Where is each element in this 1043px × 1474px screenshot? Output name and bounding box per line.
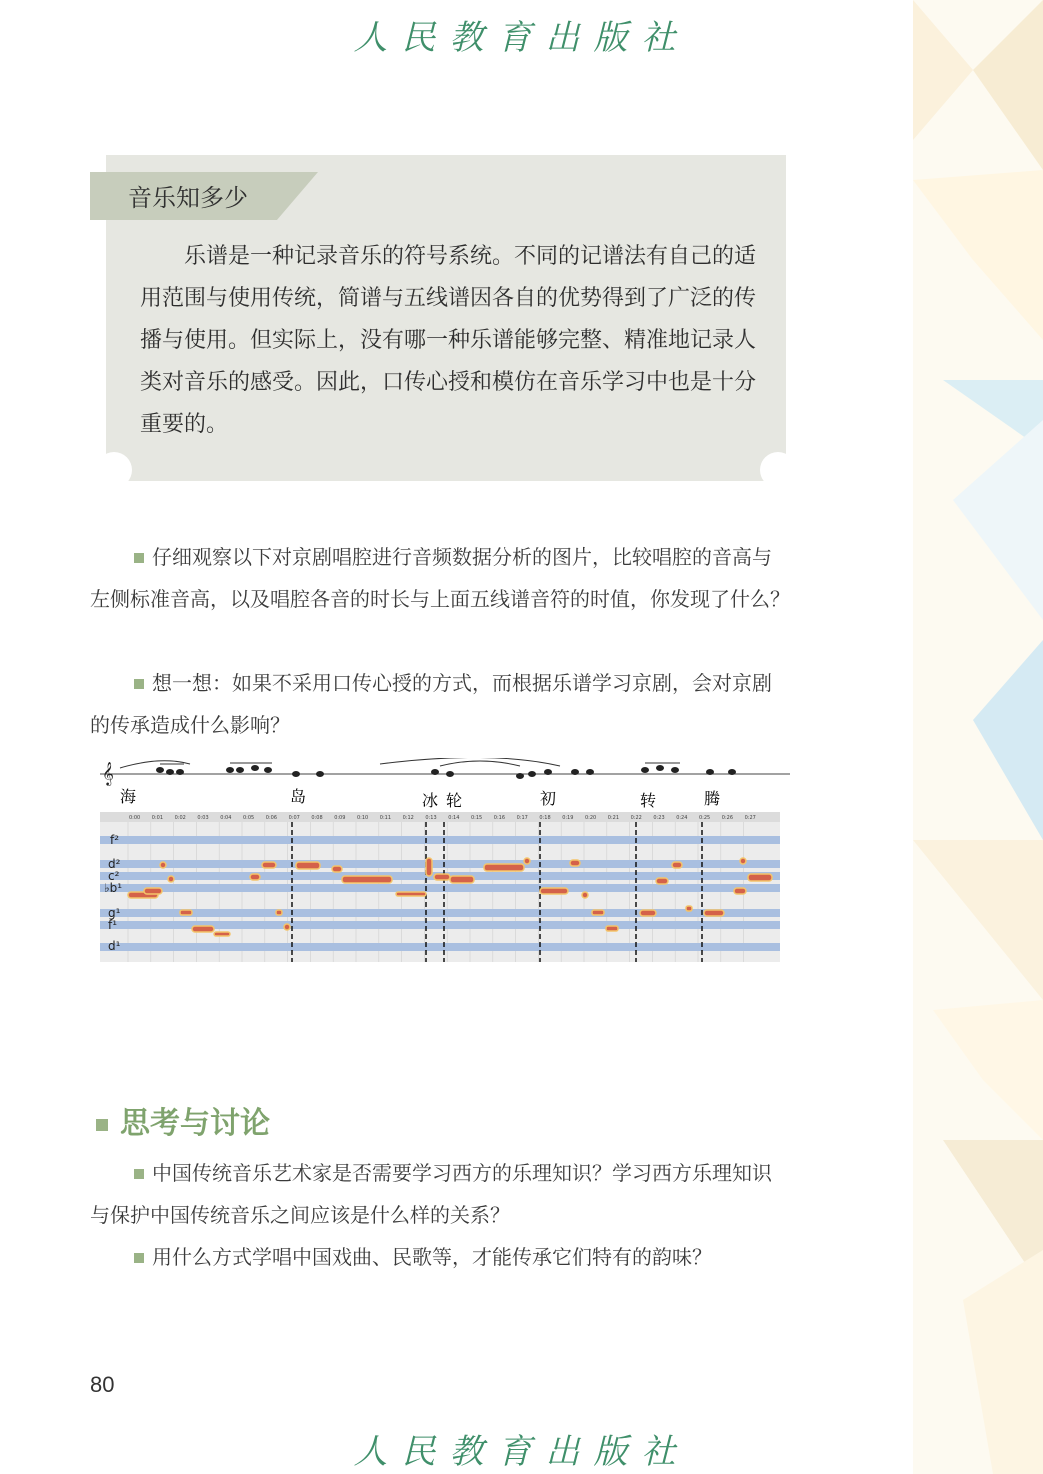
knowledge-box-title: 音乐知多少 bbox=[128, 184, 248, 212]
publisher-logo-top: 人民教育出版社 bbox=[353, 18, 690, 58]
discussion-item-1-text: 中国传统音乐艺术家是否需要学习西方的乐理知识？学习西方乐理知识与保护中国传统音乐之间应该是什么样的关系？ bbox=[90, 1161, 772, 1227]
box-notch-right bbox=[760, 452, 796, 488]
time-tick-label: 0:19 bbox=[562, 815, 574, 821]
time-tick-label: 0:21 bbox=[607, 815, 620, 821]
time-tick-label: 0:17 bbox=[516, 815, 528, 821]
bullet-icon bbox=[134, 1169, 144, 1179]
pitch-label-f2: f² bbox=[110, 833, 120, 847]
knowledge-box-text: 乐谱是一种记录音乐的符号系统。不同的记谱法有自己的适用范围与使用传统，简谱与五线谱因各自的优势得到了广泛的传播与使用。但实际上，没有哪一种乐谱能够完整、精准地记录人类对音乐的感受。因此，口传心授和模仿在音乐学习中也是十分重要的。 bbox=[140, 244, 757, 437]
pitch-label-f1: f¹ bbox=[108, 918, 118, 932]
time-tick-label: 0:27 bbox=[744, 815, 756, 821]
lyric-2: 岛 bbox=[290, 787, 307, 806]
discussion-title-text: 思考与讨论 bbox=[120, 1106, 270, 1141]
question-1-text: 仔细观察以下对京剧唱腔进行音频数据分析的图片，比较唱腔的音高与左侧标准音高，以及唱腔各音的时长与上面五线谱音符的时值，你发现了什么？ bbox=[90, 545, 790, 611]
time-tick-label: 0:05 bbox=[243, 815, 255, 821]
treble-clef-icon: 𝄞 bbox=[102, 761, 114, 785]
box-notch-left bbox=[96, 452, 132, 488]
section-square-icon bbox=[96, 1119, 108, 1131]
pitch-label-c2: c² bbox=[108, 869, 120, 883]
time-tick-label: 0:02 bbox=[174, 815, 186, 821]
time-tick-label: 0:16 bbox=[493, 815, 506, 821]
lyric-4: 轮 bbox=[446, 791, 463, 810]
time-tick-label: 0:25 bbox=[699, 815, 711, 821]
lyric-3: 冰 bbox=[422, 791, 439, 810]
page-number: 80 bbox=[90, 1372, 115, 1397]
time-tick-label: 0:08 bbox=[311, 815, 323, 821]
time-tick-label: 0:15 bbox=[471, 815, 483, 821]
time-tick-label: 0:09 bbox=[334, 815, 346, 821]
pitch-label-d2: d² bbox=[108, 857, 121, 871]
time-tick-label: 0:06 bbox=[265, 815, 278, 821]
discussion-title bbox=[96, 1098, 270, 1142]
bullet-icon bbox=[134, 679, 144, 689]
time-tick-label: 0:03 bbox=[197, 815, 209, 821]
time-tick-label: 0:24 bbox=[676, 815, 688, 821]
score-notes bbox=[156, 765, 736, 779]
lyric-1: 海 bbox=[120, 787, 137, 806]
pitch-analysis-svg bbox=[100, 758, 790, 963]
time-tick-label: 0:18 bbox=[539, 815, 551, 821]
time-tick-label: 0:10 bbox=[357, 815, 369, 821]
time-tick-label: 0:04 bbox=[220, 815, 232, 821]
lyric-6: 转 bbox=[640, 791, 657, 810]
time-tick-label: 0:14 bbox=[448, 815, 460, 821]
pitch-label-g1: g¹ bbox=[108, 906, 121, 920]
time-tick-label: 0:26 bbox=[721, 815, 734, 821]
pitch-analysis-figure bbox=[100, 758, 790, 963]
time-tick-label: 0:01 bbox=[151, 815, 164, 821]
time-tick-label: 0:13 bbox=[425, 815, 437, 821]
time-tick-label: 0:00 bbox=[129, 815, 141, 821]
question-1 bbox=[90, 536, 790, 620]
pitch-label-bb1: ♭b¹ bbox=[104, 881, 123, 895]
publisher-logo-bottom: 人民教育出版社 bbox=[353, 1432, 690, 1472]
time-tick-label: 0:12 bbox=[402, 815, 414, 821]
bullet-icon bbox=[134, 553, 144, 563]
pitch-label-d1: d¹ bbox=[108, 939, 121, 953]
lyric-7: 腾 bbox=[704, 789, 721, 808]
discussion-item-2 bbox=[90, 1236, 790, 1278]
question-2 bbox=[90, 662, 790, 746]
question-2-text: 想一想：如果不采用口传心授的方式，而根据乐谱学习京剧，会对京剧的传承造成什么影响？ bbox=[90, 671, 772, 737]
time-tick-label: 0:07 bbox=[288, 815, 300, 821]
discussion-item-2-text: 用什么方式学唱中国戏曲、民歌等，才能传承它们特有的韵味？ bbox=[152, 1245, 712, 1269]
bullet-icon bbox=[134, 1253, 144, 1263]
time-tick-label: 0:11 bbox=[379, 815, 392, 821]
time-tick-label: 0:20 bbox=[585, 815, 597, 821]
time-tick-label: 0:23 bbox=[653, 815, 665, 821]
time-tick-label: 0:22 bbox=[630, 815, 642, 821]
discussion-item-1 bbox=[90, 1152, 790, 1236]
lyric-5: 初 bbox=[540, 789, 557, 808]
decorative-side-strip bbox=[913, 0, 1043, 1474]
